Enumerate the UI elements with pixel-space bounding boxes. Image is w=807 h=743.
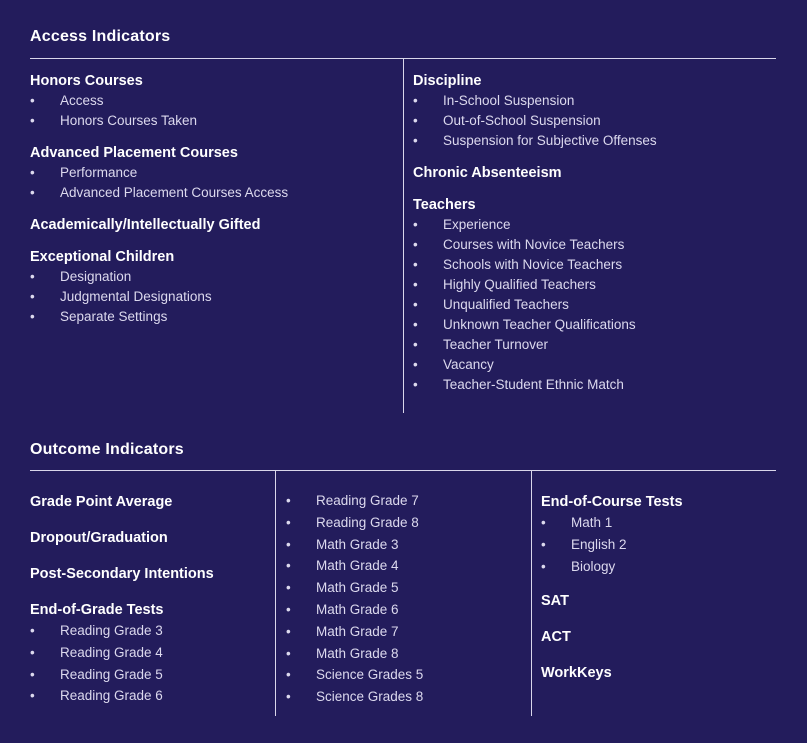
list-item-label: English 2 bbox=[571, 536, 627, 552]
bullet-list bbox=[541, 512, 771, 577]
bullet-icon: • bbox=[286, 645, 291, 661]
list-item-label: Reading Grade 5 bbox=[60, 666, 163, 682]
bullet-icon: • bbox=[541, 558, 546, 574]
list-item bbox=[413, 235, 773, 255]
outcome-divider bbox=[30, 470, 776, 471]
list-item-label: Biology bbox=[571, 558, 616, 574]
bullet-icon: • bbox=[413, 113, 418, 128]
list-item-label: Math Grade 6 bbox=[316, 601, 399, 617]
indicator-group bbox=[413, 195, 773, 395]
list-item bbox=[413, 111, 773, 131]
list-item-label: In-School Suspension bbox=[443, 93, 575, 108]
list-item bbox=[286, 643, 526, 665]
list-item-label: Performance bbox=[60, 165, 138, 180]
list-item-label: Math Grade 8 bbox=[316, 645, 399, 661]
indicator-group bbox=[30, 247, 390, 327]
list-item bbox=[413, 255, 773, 275]
list-item bbox=[30, 111, 390, 131]
bullet-icon: • bbox=[541, 515, 546, 530]
indicator-group bbox=[30, 143, 390, 203]
bullet-icon: • bbox=[30, 309, 35, 324]
indicator-group bbox=[30, 215, 390, 235]
bullet-icon: • bbox=[541, 536, 546, 552]
group-title: Dropout/Graduation bbox=[30, 530, 168, 546]
group-title: Chronic Absenteeism bbox=[413, 165, 562, 181]
group-title: Honors Courses bbox=[30, 73, 143, 89]
bullet-icon: • bbox=[30, 113, 35, 128]
bullet-icon: • bbox=[413, 297, 418, 312]
outcome-column-divider-2 bbox=[531, 470, 532, 716]
list-item bbox=[413, 315, 773, 335]
list-item-label: Teacher-Student Ethnic Match bbox=[443, 377, 624, 392]
list-item-label: Reading Grade 6 bbox=[60, 688, 163, 704]
bullet-icon: • bbox=[413, 217, 418, 232]
list-item-label: Math Grade 3 bbox=[316, 536, 399, 552]
list-item-label: Experience bbox=[443, 217, 511, 232]
bullet-icon: • bbox=[30, 165, 35, 180]
list-item-label: Honors Courses Taken bbox=[60, 113, 198, 128]
list-item bbox=[541, 512, 771, 534]
bullet-icon: • bbox=[413, 277, 418, 292]
list-item bbox=[30, 620, 270, 642]
list-item bbox=[286, 512, 526, 534]
group-title: End-of-Course Tests bbox=[541, 494, 683, 510]
bullet-list bbox=[413, 91, 773, 151]
bullet-icon: • bbox=[30, 185, 35, 200]
list-item bbox=[541, 556, 771, 578]
list-item-label: Vacancy bbox=[443, 357, 494, 372]
group-title: Academically/Intellectually Gifted bbox=[30, 217, 261, 233]
list-item-label: Separate Settings bbox=[60, 309, 168, 324]
list-item bbox=[413, 375, 773, 395]
group-title: Post-Secondary Intentions bbox=[30, 566, 214, 582]
list-item bbox=[30, 91, 390, 111]
indicator-group bbox=[413, 163, 773, 183]
list-item-label: Designation bbox=[60, 269, 132, 284]
bullet-icon: • bbox=[286, 514, 291, 530]
list-item-label: Math 1 bbox=[571, 515, 613, 530]
bullet-icon: • bbox=[30, 93, 35, 108]
outcome-column-divider-1 bbox=[275, 470, 276, 716]
outcome-column-3 bbox=[541, 492, 771, 699]
bullet-icon: • bbox=[30, 269, 35, 284]
list-item-label: Reading Grade 8 bbox=[316, 514, 419, 530]
list-item-label: Math Grade 7 bbox=[316, 623, 399, 639]
group-title: Teachers bbox=[413, 197, 476, 213]
list-item-label: Schools with Novice Teachers bbox=[443, 257, 623, 272]
list-item-label: Highly Qualified Teachers bbox=[443, 277, 596, 292]
list-item bbox=[286, 599, 526, 621]
bullet-list bbox=[30, 91, 390, 131]
bullet-list bbox=[286, 490, 526, 708]
list-item bbox=[286, 686, 526, 708]
bullet-icon: • bbox=[30, 688, 35, 704]
list-item bbox=[286, 621, 526, 643]
list-item-label: Science Grades 8 bbox=[316, 689, 424, 705]
list-item-label: Unknown Teacher Qualifications bbox=[443, 317, 636, 332]
access-left-column bbox=[30, 71, 390, 339]
list-item bbox=[413, 91, 773, 111]
list-item-label: Math Grade 4 bbox=[316, 558, 399, 574]
list-item bbox=[413, 131, 773, 151]
access-column-divider bbox=[403, 58, 404, 413]
list-item bbox=[286, 555, 526, 577]
bullet-icon: • bbox=[413, 257, 418, 272]
list-item bbox=[30, 307, 390, 327]
list-item-label: Access bbox=[60, 93, 104, 108]
list-item bbox=[541, 534, 771, 556]
list-item bbox=[413, 335, 773, 355]
list-item bbox=[286, 664, 526, 686]
list-item-label: Reading Grade 4 bbox=[60, 644, 163, 660]
list-item-label: Science Grades 5 bbox=[316, 667, 424, 683]
access-indicators-title: Access Indicators bbox=[30, 28, 171, 45]
list-item bbox=[286, 534, 526, 556]
list-item-label: Judgmental Designations bbox=[60, 289, 212, 304]
group-title: SAT bbox=[541, 593, 569, 610]
list-item bbox=[30, 642, 270, 664]
list-item bbox=[413, 295, 773, 315]
bullet-icon: • bbox=[413, 317, 418, 332]
bullet-icon: • bbox=[286, 689, 291, 705]
group-title: Discipline bbox=[413, 73, 482, 89]
list-item bbox=[30, 183, 390, 203]
list-item-label: Reading Grade 7 bbox=[316, 493, 419, 508]
group-title: WorkKeys bbox=[541, 665, 612, 682]
indicator-group bbox=[413, 71, 773, 151]
bullet-icon: • bbox=[30, 289, 35, 304]
bullet-icon: • bbox=[286, 601, 291, 617]
bullet-icon: • bbox=[286, 667, 291, 683]
access-right-column bbox=[413, 71, 773, 407]
outcome-column-1 bbox=[30, 492, 270, 707]
bullet-icon: • bbox=[286, 536, 291, 552]
list-item-label: Unqualified Teachers bbox=[443, 297, 569, 312]
list-item-label: Advanced Placement Courses Access bbox=[60, 185, 289, 200]
group-title: Advanced Placement Courses bbox=[30, 145, 238, 161]
group-title: ACT bbox=[541, 629, 571, 646]
bullet-icon: • bbox=[30, 666, 35, 682]
bullet-list bbox=[413, 215, 773, 395]
list-item-label: Reading Grade 3 bbox=[60, 623, 163, 638]
bullet-list bbox=[30, 163, 390, 203]
list-item bbox=[30, 287, 390, 307]
list-item bbox=[286, 577, 526, 599]
bullet-icon: • bbox=[286, 493, 291, 508]
bullet-list bbox=[30, 267, 390, 327]
bullet-icon: • bbox=[413, 133, 418, 148]
list-item bbox=[30, 664, 270, 686]
bullet-list bbox=[30, 620, 270, 707]
bullet-icon: • bbox=[413, 337, 418, 352]
list-item-label: Courses with Novice Teachers bbox=[443, 237, 625, 252]
list-item-label: Suspension for Subjective Offenses bbox=[443, 133, 657, 148]
list-item-label: Teacher Turnover bbox=[443, 337, 549, 352]
group-title: Grade Point Average bbox=[30, 494, 173, 510]
outcome-indicators-title: Outcome Indicators bbox=[30, 441, 184, 458]
list-item-label: Math Grade 5 bbox=[316, 580, 399, 596]
bullet-icon: • bbox=[30, 623, 35, 638]
list-item bbox=[413, 275, 773, 295]
outcome-column-2 bbox=[286, 490, 526, 708]
list-item bbox=[30, 267, 390, 287]
bullet-icon: • bbox=[286, 580, 291, 596]
bullet-icon: • bbox=[413, 237, 418, 252]
list-item bbox=[30, 685, 270, 707]
bullet-icon: • bbox=[286, 623, 291, 639]
list-item bbox=[286, 490, 526, 512]
list-item bbox=[413, 215, 773, 235]
bullet-icon: • bbox=[30, 644, 35, 660]
group-title: End-of-Grade Tests bbox=[30, 602, 164, 618]
bullet-icon: • bbox=[413, 377, 418, 392]
list-item-label: Out-of-School Suspension bbox=[443, 113, 601, 128]
group-title: Exceptional Children bbox=[30, 249, 175, 265]
list-item bbox=[30, 163, 390, 183]
list-item bbox=[413, 355, 773, 375]
indicator-group bbox=[30, 71, 390, 131]
bullet-icon: • bbox=[286, 558, 291, 574]
bullet-icon: • bbox=[413, 93, 418, 108]
bullet-icon: • bbox=[413, 357, 418, 372]
